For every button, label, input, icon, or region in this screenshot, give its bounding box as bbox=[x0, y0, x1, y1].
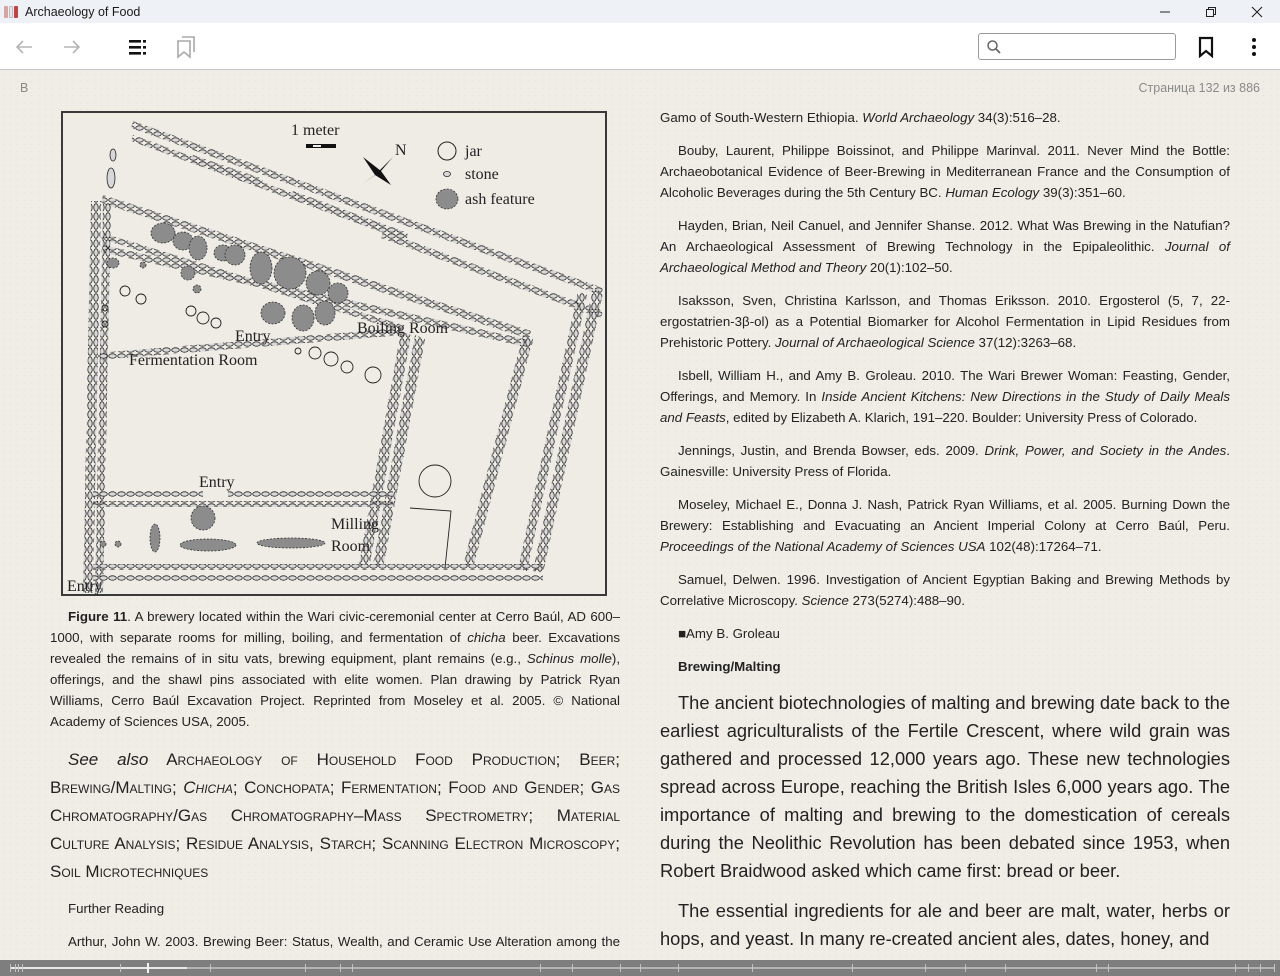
search-input[interactable] bbox=[1005, 35, 1175, 59]
chapter-tick bbox=[1274, 964, 1275, 972]
page-scrubber[interactable] bbox=[0, 960, 1280, 976]
chapter-tick bbox=[752, 964, 753, 972]
arrow-right-icon bbox=[62, 37, 82, 57]
toolbar bbox=[0, 23, 1280, 70]
chapter-tick bbox=[1260, 964, 1261, 972]
chapter-tick bbox=[1005, 964, 1006, 972]
north-arrow-icon bbox=[361, 157, 393, 185]
reference-item: Isbell, William H., and Amy B. Groleau. 2010. The Wari Brewer Woman: Feasting, Gender, Offerings, and Memory. In Inside Ancient Kitchens: New Directions in the Study of Daily Meals and Feasts, edited by Elizabeth A. Klarich, 191–220. Boulder: University Press of Colorado. bbox=[660, 368, 1230, 425]
chapter-tick bbox=[22, 964, 23, 972]
page-counter: Страница 132 из 886 bbox=[1138, 81, 1260, 95]
bookmark-button[interactable] bbox=[1192, 23, 1220, 70]
reference-item: Isaksson, Sven, Christina Karlsson, and Thomas Eriksson. 2010. Ergosterol (5, 7, 22-ergostatrien-3β-ol) as a Potential Biomarker for Alcohol Fermentation in Lipid Residues from Prehistoric Pottery. Journal of Archaeological Science 37(12):3263–68. bbox=[660, 293, 1230, 350]
fermentation-room-label: Fermentation Room bbox=[129, 352, 258, 369]
body-paragraph: The ancient biotechnologies of malting and brewing date back to the earliest agriculturalists of the Fertile Crescent, where wild grain was gathered and processed 12,000 years ago. These new technologies spread across Europe, reaching the British Isles 6,000 years ago. The importance of malting and brewing to the domestication of cereals during the Neolithic Revolution has been debated since 1953, when Robert Braidwood asked which came first: bread or beer. bbox=[660, 692, 1230, 881]
chapter-tick bbox=[18, 964, 19, 972]
chapter-tick bbox=[305, 964, 306, 972]
chapter-tick bbox=[1108, 964, 1109, 972]
west-walls bbox=[83, 149, 116, 593]
running-header-letter: B bbox=[20, 81, 29, 95]
legend-stone-icon bbox=[444, 172, 451, 177]
window-title: Archaeology of Food bbox=[25, 4, 141, 19]
milling-room-label-2: Room bbox=[331, 538, 371, 555]
restore-button[interactable] bbox=[1188, 0, 1234, 23]
milling-room-label-1: Milling bbox=[331, 516, 380, 533]
section-heading: Brewing/Malting bbox=[678, 659, 781, 674]
further-reading-heading: Further Reading bbox=[68, 901, 165, 916]
right-column bbox=[660, 107, 1230, 953]
entry-label-1: Entry bbox=[235, 328, 271, 345]
chapter-tick bbox=[1096, 964, 1097, 972]
legend-ash-icon bbox=[436, 189, 458, 209]
legend-stone-label: stone bbox=[465, 166, 499, 183]
brewery-plan-drawing bbox=[63, 113, 609, 598]
chapter-tick bbox=[852, 964, 853, 972]
left-column bbox=[50, 111, 620, 952]
legend-jar-label: jar bbox=[465, 143, 482, 160]
chapter-tick bbox=[540, 964, 541, 972]
chapter-tick bbox=[965, 964, 966, 972]
legend-jar-icon bbox=[438, 142, 456, 160]
more-vertical-icon bbox=[1250, 37, 1258, 57]
chapter-tick bbox=[572, 964, 573, 972]
reference-item: Hayden, Brian, Neil Canuel, and Jennifer Shanse. 2012. What Was Brewing in the Natufian? An Archaeological Assessment of Brewing Technology in the Epipaleolithic. Journal of Archaeological Method and Theory 20(1):102–50. bbox=[660, 218, 1230, 275]
app-book-icon bbox=[4, 5, 20, 19]
scrubber-thumb[interactable] bbox=[147, 963, 149, 973]
entry-label-3: Entry bbox=[67, 578, 103, 595]
chapter-tick bbox=[640, 964, 641, 972]
see-also-label: See also bbox=[68, 750, 149, 769]
reference-item: Moseley, Michael E., Donna J. Nash, Patrick Ryan Williams, et al. 2005. Burning Down the Brewery: Establishing and Evacuating an Ancient Imperial Colony at Cerro Baúl, Peru. Proceedings of the National Academy of Sciences USA 102(48):17264–71. bbox=[660, 497, 1230, 554]
chapter-tick bbox=[15, 964, 16, 972]
search-icon bbox=[986, 39, 1001, 55]
chapter-tick bbox=[1248, 964, 1249, 972]
entry-author: ■Amy B. Groleau bbox=[678, 626, 780, 641]
legend-ash-label: ash feature bbox=[465, 191, 535, 208]
restore-icon bbox=[1205, 6, 1217, 18]
close-icon bbox=[1251, 6, 1263, 18]
scrubber-track[interactable] bbox=[10, 967, 1274, 969]
scale-label: 1 meter bbox=[291, 122, 340, 139]
table-of-contents-button[interactable] bbox=[124, 23, 152, 70]
see-also-list: See also Archaeology of Household Food Production; Beer; Brewing/Malting; Chicha; Conchopata; Fermentation; Food and Gender; Gas Chromatography/Gas Chromatography–Mass Spectrometry; Material Culture Analysis; Residue Analysis, Starch; Scanning Electron Microscopy; Soil Microtechniques bbox=[50, 750, 621, 881]
chapter-tick bbox=[352, 964, 353, 972]
minimize-icon bbox=[1159, 6, 1171, 18]
chapter-tick bbox=[120, 964, 121, 972]
bookmarks-list-button[interactable] bbox=[172, 23, 200, 70]
chapter-tick bbox=[210, 964, 211, 972]
reference-item: Jennings, Justin, and Brenda Bowser, eds. 2009. Drink, Power, and Society in the Andes. Gainesville: University Press of Florida. bbox=[660, 443, 1230, 479]
boiling-room-label: Boiling Room bbox=[357, 320, 449, 337]
reference-item: Gamo of South-Western Ethiopia. World Archaeology 34(3):516–28. bbox=[660, 110, 1061, 125]
figure-caption-label: Figure 11 bbox=[68, 609, 128, 624]
scale-bar bbox=[306, 144, 336, 148]
body-paragraph: The essential ingredients for ale and beer are malt, water, herbs or hops, and yeast. In many re-created ancient ales, dates, honey, and bbox=[660, 900, 1230, 949]
chapter-tick bbox=[340, 964, 341, 972]
reference-arthur: Arthur, John W. 2003. Brewing Beer: Status, Wealth, and Ceramic Use Alteration among the bbox=[68, 934, 620, 949]
milling-structure bbox=[410, 508, 451, 568]
figure-caption: Figure 11. A brewery located within the Wari civic-ceremonial center at Cerro Baúl, AD 600–1000, with separate rooms for milling, boiling, and fermentation of chicha beer. Excavations revealed the remains of in situ vats, brewing equipment, plant remains (e.g., Schinus molle), offerings, and the shawl pins associated with elite women. Plan drawing by Patrick Ryan Williams, Cerro Baúl Excavation Project. Reprinted from Moseley et al. 2005. © National Academy of Sciences USA, 2005. bbox=[50, 609, 621, 729]
title-bar bbox=[0, 0, 1280, 23]
table-of-contents-icon bbox=[128, 38, 148, 56]
close-button[interactable] bbox=[1234, 0, 1280, 23]
more-menu-button[interactable] bbox=[1242, 23, 1266, 70]
chapter-tick bbox=[925, 964, 926, 972]
bookmarks-list-icon bbox=[175, 35, 197, 59]
chapter-tick bbox=[10, 964, 11, 972]
reference-item: Samuel, Delwen. 1996. Investigation of Ancient Egyptian Baking and Brewing Methods by Correlative Microscopy. Science 273(5274):488–90. bbox=[660, 572, 1230, 608]
figure-brewery-plan bbox=[61, 111, 607, 596]
minimize-button[interactable] bbox=[1142, 0, 1188, 23]
arrow-left-icon bbox=[14, 37, 34, 57]
back-button[interactable] bbox=[10, 23, 38, 70]
chapter-tick bbox=[678, 964, 679, 972]
book-page bbox=[0, 71, 1280, 960]
bookmark-icon bbox=[1197, 36, 1215, 58]
scrubber-progress bbox=[10, 967, 187, 969]
chapter-tick bbox=[1235, 964, 1236, 972]
north-label: N bbox=[395, 142, 407, 159]
entry-label-2: Entry bbox=[199, 474, 235, 491]
forward-button[interactable] bbox=[58, 23, 86, 70]
search-field[interactable] bbox=[978, 33, 1176, 60]
reference-item: Bouby, Laurent, Philippe Boissinot, and Philippe Marinval. 2011. Never Mind the Bottle: Archaeobotanical Evidence of Beer-Brewing in Mediterranean France and the Consumption of Alcoholic Beverages during the 5th Century BC. Human Ecology 39(3):351–60. bbox=[660, 143, 1230, 200]
chapter-tick bbox=[620, 964, 621, 972]
